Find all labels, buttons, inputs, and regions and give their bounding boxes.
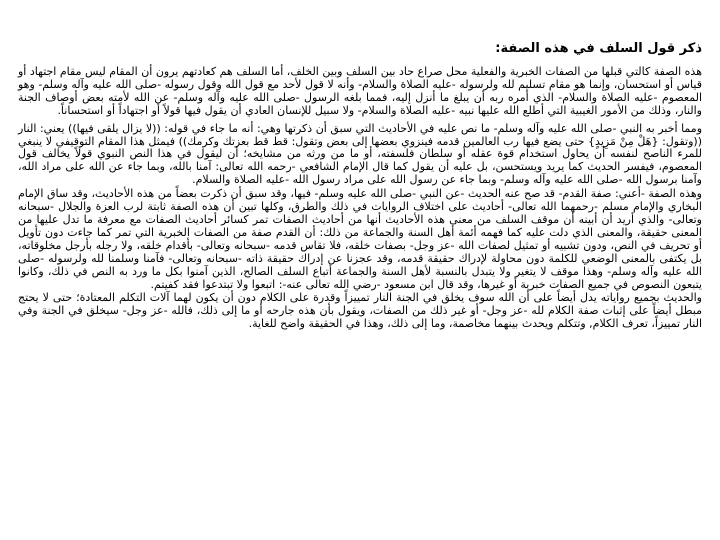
body-paragraph-4: والحديث بجميع رواياته يدل أيضاً على أن الله سوف يخلق في الجنة النار تمييزاً وقدرة على الكلام دون أن يكون لهما آلات التكلم المعتادة؛ حتى لا يحتج مبطل أيضاً على إثبات صفة الكلام لله -عز وجل- أو غير ذلك من الصفات، ويقول بأن هذه جارحه أو ما إلى ذلك، فالله -عز وجل- سيخلق في الجنة وفي النار تمييزاً، تعرف الكلام, وتتكلم ويحدث بينهما مخاصمة، وما إلى ذلك، وهذا في الحقيقة واضح للغاية. xyxy=(18,291,702,331)
body-paragraph-1: هذه الصفة كالتي قبلها من الصفات الخبرية والفعلية محل صراع حاد بين السلف وبين الخلف، أما السلف هم كعادتهم يرون أن المقام ليس مقام اجتهاد أو قياس أو استحسان، وإنما هو مقام تسليم لله ولرسوله -عليه الصلاة والسلام- وأنه لا قول لأحد مع قول الله وقول رسوله -صلى الله عليه وآله وسلم- وهو المعصوم -عليه الصلاة والسلام- الذي أمره ربه أن يبلغ ما أنزل إليه، فمما بلغه الرسول -صلى الله عليه وآله وسلم- عن الله لأمته بعض أوصاف الجنة والنار، وذلك من الأمور الغيبية التي أطلع الله عليها نبيه -عليه الصلاة والسلام- ولا سبيل للإنسان العادي أن يقول فيها قولاً أو اجتهاداً أو استحساناً. xyxy=(18,65,702,117)
body-paragraph-2: ومما أخبر به النبي -صلى الله عليه وآله وسلم- ما نص عليه في الأحاديث التي سبق أن ذكرتها وهي: أنه ما جاء في قوله: ((لا يزال يلقى فيها)) يعني: النار ((وتقول: {هَلْ مِنْ مَزِيدٍ} حتى يضع فيها رب العالمين قدمه فينزوي بعضها إلى بعض وتقول: قط قط بعزتك وكرمك)) فيمثل هذا المقام التوقيفي لا ينبغي للمرء الناصح لنفسه أن يحاول استخدام قوة عقله أو سلطان فلسفته، أو ما من ورثه من مشايخه؛ أن ليقول في هذا النص النبوي قولاً يخالف قول المعصوم، فيفسر الحديث كما يريد ويستحسن، بل عليه أن يقول كما قال الإمام الشافعي -رحمه الله تعالى: آمنا بالله، وبما جاء عن الله على مراد الله، وآمنا برسول الله -صلى الله عليه وآله وسلم- وبما جاء عن رسول الله على مراد رسول الله -عليه الصلاة والسلام. xyxy=(18,121,702,187)
slide-body-text xyxy=(18,66,702,332)
slide-title: ذكر قول السلف في هذه الصفة: xyxy=(495,41,702,56)
body-paragraph-3: وهذه الصفة -أعني: صفة القدم- قد صح عنه الحديث -عن النبي -صلى الله عليه وسلم- فيها، وقد سبق أن ذكرت بعضاً من هذه الأحاديث، وقد ساق الإمام البخاري والإمام مسلم -رحمهما الله تعالى- أحاديث على اختلاف الروايات في ذلك والطرق، وكلها تبين أن هذه الصفة ثابتة لرب العزة والجلال -سبحانه وتعالى- والذي أريد أن أبينه أن موقف السلف من معنى هذه الأحاديث أنها من أحاديث الصفات تمر كسائر أحاديث الصفات مع معرفة ما تدل عليها من المعنى حقيقة، والمعنى الذي دلت عليه كما فهمه أئمة أهل السنة والجماعة من ذلك: أن القدم صفة من الصفات الخبرية التي تمر كما جاءت دون تأويل أو تحريف في النص، ودون تشبيه أو تمثيل لصفات الله -عز وجل- بصفات خلقه، فلا تقاس قدمه -سبحانه وتعالى- بأقدام خلقه، ولا رجله بأرجل مخلوقاته، بل يكتفى بالمعنى الوضعي للكلمة دون محاولة لإدراك حقيقة قدمه، وقد عجزنا عن إدراك حقيقة ذاته -سبحانه وتعالى- فآمنا وسلمنا لله ولرسوله -صلى الله عليه وآله وسلم- وهذا موقف لا يتغير ولا يتبدل بالنسبة لأهل السنة والجماعة أتباع السلف الصالح، الذين آمنوا بكل ما ورد به النص في ذلك، وكانوا يتبعون النصوص في جميع الصفات خبرية أو غيرها، وقد قال ابن مسعود -رضي الله تعالى عنه-: اتبعوا ولا تبتدعوا فقد كفيتم. xyxy=(18,187,702,291)
